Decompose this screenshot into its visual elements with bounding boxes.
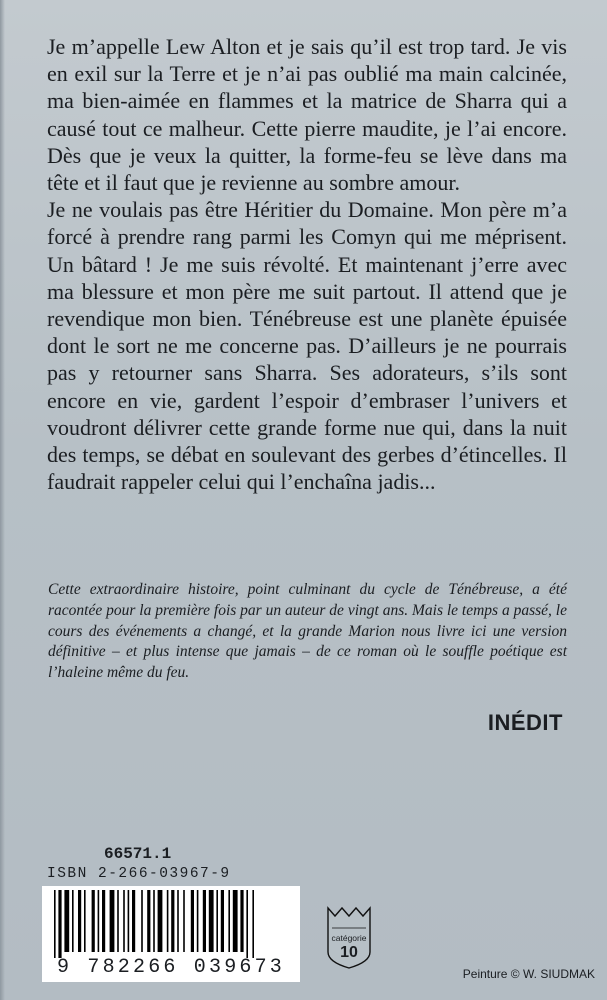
barcode-bar	[84, 890, 86, 952]
barcode-bar	[221, 890, 224, 952]
barcode-bar	[110, 890, 115, 952]
barcode-bar	[167, 890, 169, 952]
barcode	[42, 886, 300, 982]
barcode-bar	[158, 890, 163, 952]
barcode-bar	[171, 890, 174, 952]
blurb-paragraph-2: Je ne voulais pas être Héritier du Domaine. Mon père m’a forcé à prendre rang parmi les Comyn qui me méprisent. Un bâtard ! Je me suis révolté. Et maintenant j’erre avec ma blessure et mon père me suit partout. Il attend que je revendique mon bien. Ténébreuse est une planète épuisée dont le sort ne me concerne pas. D’ailleurs je ne pourrais pas y retourner sans Sharra. Ses adorateurs, s’ils sont encore en vie, gardent l’espoir d’embraser l’univers et voudront délivrer cette grande forme nue qui, dans la nuit des temps, se débat en soulevant des gerbes d’étincelles. Il faudrait rappeler celui qui l’enchaîna jadis...	[47, 197, 567, 495]
barcode-bar	[78, 890, 81, 952]
barcode-bar	[233, 890, 238, 952]
barcode-bar	[54, 890, 56, 958]
barcode-bar	[246, 890, 248, 958]
barcode-bar	[132, 890, 135, 952]
isbn-label: ISBN 2-266-03967-9	[47, 866, 231, 882]
barcode-bar	[177, 890, 179, 952]
barcode-bar	[197, 890, 199, 952]
barcode-bar	[128, 890, 130, 952]
barcode-bar	[228, 890, 230, 952]
barcode-bar	[141, 890, 143, 952]
category-logo	[325, 906, 373, 970]
barcode-digits: 9 782266 039673	[56, 956, 286, 979]
barcode-bar	[216, 890, 218, 952]
barcode-bar	[64, 890, 69, 952]
barcode-bar	[147, 890, 150, 952]
barcode-bar	[203, 890, 206, 952]
illustration-credit: Peinture © W. SIUDMAK	[462, 967, 595, 981]
category-number: 10	[340, 944, 358, 961]
barcode-bar	[98, 890, 100, 952]
category-label: catégorie	[331, 933, 367, 943]
barcode-bar	[58, 890, 61, 958]
barcode-bar	[92, 890, 95, 952]
barcode-bar	[117, 890, 119, 952]
barcode-bar	[191, 890, 194, 952]
inedit-badge: INÉDIT	[487, 710, 563, 735]
barcode-bar	[209, 890, 214, 952]
catalog-code: 66571.1	[104, 845, 172, 863]
barcode-bar	[72, 890, 74, 952]
barcode-bar	[102, 890, 105, 952]
blurb-paragraph-1: Je m’appelle Lew Alton et je sais qu’il est trop tard. Je vis en exil sur la Terre et je n’ai pas oublié ma main calcinée, ma bien-aimée en flammes et la matrice de Sharra qui a causé tout ce malheur. Cette pierre maudite, je l’ai encore. Dès que je veux la quitter, la forme-feu se lève dans ma tête et il faut que je revienne au sombre amour.	[47, 34, 567, 196]
barcode-bar	[183, 890, 185, 952]
cover-edge-shadow	[0, 0, 5, 1000]
barcode-bar	[240, 890, 243, 952]
blurb-text	[47, 33, 567, 495]
barcode-bar	[123, 890, 125, 952]
barcode-bar	[153, 890, 155, 952]
intro-paragraph: Cette extraordinaire histoire, point culminant du cycle de Ténébreuse, a été racontée pour la première fois par un auteur de vingt ans. Mais le temps a passé, le cours des événements a changé, et la grande Marion nous livre ici une version définitive – et plus intense que jamais – de ce roman où le souffle poétique est l’haleine même du feu.	[48, 581, 567, 682]
barcode-bars	[42, 886, 300, 958]
barcode-bar	[252, 890, 254, 958]
